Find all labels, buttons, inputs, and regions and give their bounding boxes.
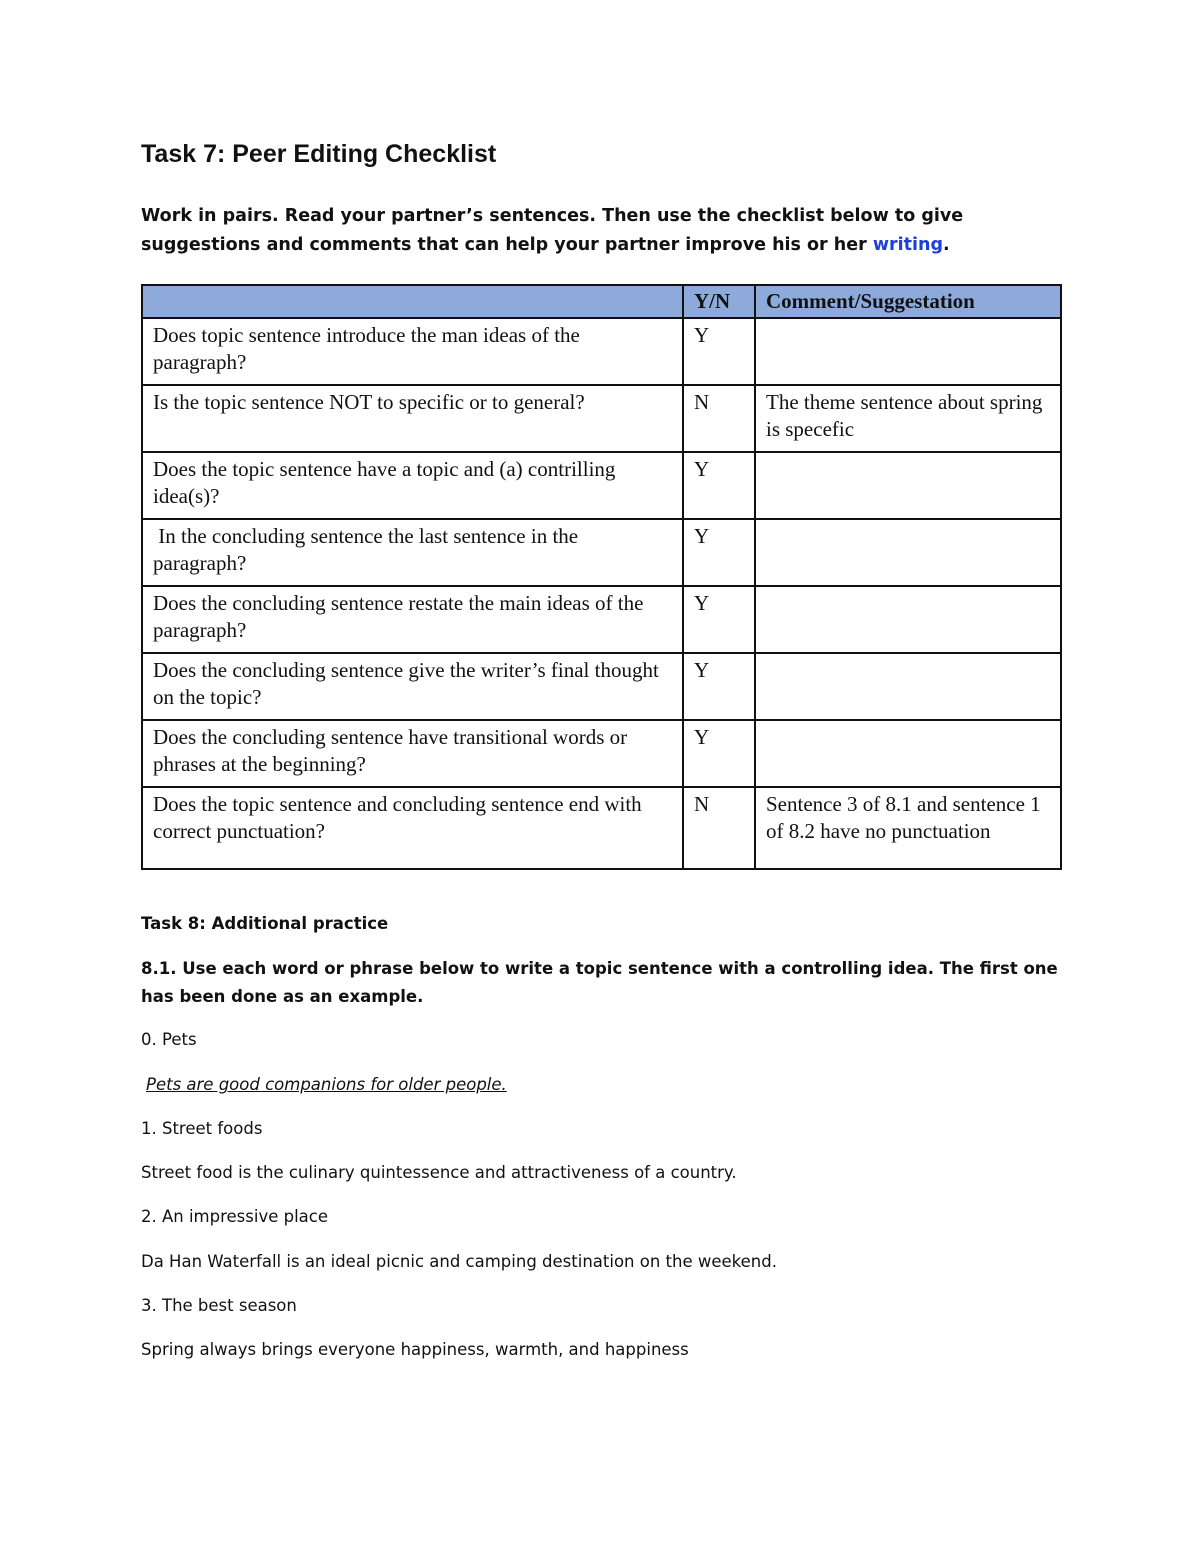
header-yn: Y/N: [683, 285, 755, 318]
task8-title: Task 8: Additional practice: [141, 914, 389, 933]
task7-intro-text: Work in pairs. Read your partner’s sentences. Then use the checklist below to give suggestions and comments that can help your partner improve his or her: [141, 206, 964, 255]
table-row: [142, 519, 1061, 586]
question-cell: Is the topic sentence NOT to specific or to general?: [142, 385, 683, 452]
comment-cell: [755, 653, 1061, 720]
header-question: [142, 285, 683, 318]
question-cell: In the concluding sentence the last sentence in the paragraph?: [142, 519, 683, 586]
task7-intro-end: .: [943, 235, 950, 255]
table-row: [142, 586, 1061, 653]
table-header-row: [142, 285, 1061, 318]
comment-cell: [755, 318, 1061, 385]
table-row: [142, 318, 1061, 385]
yn-cell: Y: [683, 318, 755, 385]
comment-cell: [755, 586, 1061, 653]
yn-cell: N: [683, 787, 755, 869]
question-cell: Does the topic sentence have a topic and (a) contrilling idea(s)?: [142, 452, 683, 519]
item-answer-2: Da Han Waterfall is an ideal picnic and camping destination on the weekend.: [141, 1252, 777, 1271]
table-row: [142, 385, 1061, 452]
item-prompt-3: 3. The best season: [141, 1296, 297, 1315]
table-row: [142, 653, 1061, 720]
comment-cell: [755, 452, 1061, 519]
item-answer-1: Street food is the culinary quintessence and attractiveness of a country.: [141, 1163, 737, 1182]
table-row: [142, 787, 1061, 869]
task7-title: Task 7: Peer Editing Checklist: [141, 140, 497, 168]
header-comment: Comment/Suggestation: [755, 285, 1061, 318]
question-cell: Does the concluding sentence restate the main ideas of the paragraph?: [142, 586, 683, 653]
yn-cell: Y: [683, 720, 755, 787]
item-prompt-2: 2. An impressive place: [141, 1207, 329, 1226]
item-answer-0: Pets are good companions for older people.: [146, 1075, 507, 1094]
task7-intro: [141, 202, 1071, 260]
yn-cell: Y: [683, 653, 755, 720]
yn-cell: N: [683, 385, 755, 452]
item-prompt-0: 0. Pets: [141, 1030, 197, 1049]
item-prompt-1: 1. Street foods: [141, 1119, 263, 1138]
yn-cell: Y: [683, 586, 755, 653]
yn-cell: Y: [683, 519, 755, 586]
yn-cell: Y: [683, 452, 755, 519]
comment-cell: Sentence 3 of 8.1 and sentence 1 of 8.2 have no punctuation: [755, 787, 1061, 869]
item-answer-3: Spring always brings everyone happiness, warmth, and happiness: [141, 1340, 689, 1359]
peer-editing-checklist-table: [141, 284, 1062, 870]
question-cell: Does topic sentence introduce the man ideas of the paragraph?: [142, 318, 683, 385]
question-cell: Does the concluding sentence give the writer’s final thought on the topic?: [142, 653, 683, 720]
question-cell: Does the concluding sentence have transitional words or phrases at the beginning?: [142, 720, 683, 787]
task7-intro-highlight: writing: [872, 235, 943, 255]
task8-instruction: 8.1. Use each word or phrase below to write a topic sentence with a controlling idea. The first one has been done as an example.: [141, 959, 1058, 1006]
table-row: [142, 720, 1061, 787]
comment-cell: [755, 720, 1061, 787]
comment-cell: [755, 519, 1061, 586]
question-cell: Does the topic sentence and concluding sentence end with correct punctuation?: [142, 787, 683, 869]
comment-cell: The theme sentence about spring is specefic: [755, 385, 1061, 452]
table-row: [142, 452, 1061, 519]
